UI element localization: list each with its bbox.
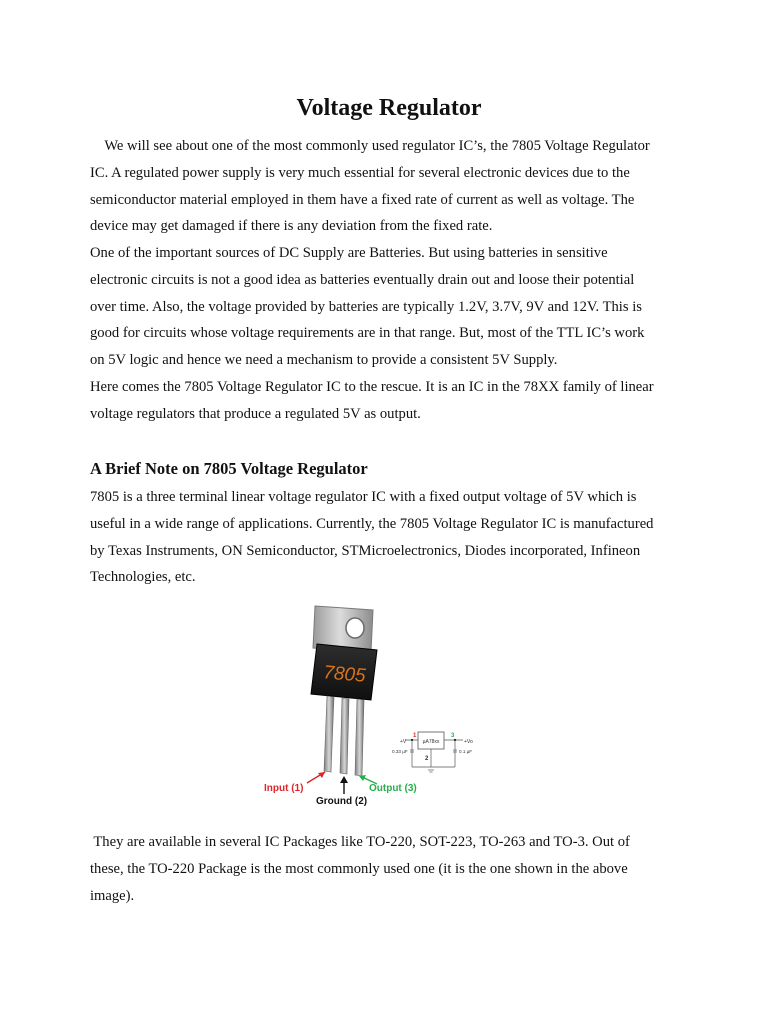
text-line: useful in a wide range of applications. Currently, the 7805 Voltage Regulator IC is manufactured — [90, 515, 654, 532]
input-pin — [324, 696, 334, 772]
brief-paragraph — [90, 484, 690, 591]
text-line: on 5V logic and hence we need a mechanism to provide a consistent 5V Supply. — [90, 352, 558, 369]
text-line: device may get damaged if there is any deviation from the fixed rate. — [90, 218, 493, 235]
page-title: Voltage Regulator — [296, 95, 482, 121]
circuit-schematic — [392, 732, 473, 772]
regulator-figure — [255, 600, 495, 810]
text-line: One of the important sources of DC Supply are Batteries. But using batteries in sensitive — [90, 245, 608, 261]
schematic-vout: +Vo — [464, 739, 473, 745]
mounting-hole — [346, 618, 364, 638]
ground-label: Ground (2) — [316, 796, 368, 807]
batteries-paragraph — [90, 240, 690, 374]
text-line: by Texas Instruments, ON Semiconductor, STMicroelectronics, Diodes incorporated, Infineon — [90, 542, 641, 559]
text-line: voltage regulators that produce a regulated 5V as output. — [90, 405, 421, 422]
regulator-illustration — [255, 600, 495, 810]
packages-paragraph — [90, 829, 690, 909]
text-line: over time. Also, the voltage provided by batteries are typically 1.2V, 3.7V, 9V and 12V. This is — [90, 298, 642, 315]
schematic-vin: +V — [400, 739, 407, 745]
text-line: Technologies, etc. — [90, 569, 196, 586]
chip-label: 7805 — [322, 662, 367, 687]
schematic-pin1: 1 — [413, 733, 417, 739]
text-line: We will see about one of the most commonly used regulator IC’s, the 7805 Voltage Regulator — [90, 138, 650, 154]
text-line: They are available in several IC Packages like TO-220, SOT-223, TO-263 and TO-3. Out of — [90, 834, 630, 850]
text-line: image). — [90, 887, 135, 904]
input-label: Input (1) — [264, 783, 304, 794]
schematic-pin2: 2 — [425, 756, 429, 762]
text-line: these, the TO-220 Package is the most commonly used one (it is the one shown in the above — [90, 860, 628, 877]
intro-paragraph — [90, 133, 690, 240]
text-line: 7805 is a three terminal linear voltage regulator IC with a fixed output voltage of 5V which is — [90, 489, 637, 505]
output-pin — [355, 699, 364, 776]
schematic-cap-out: 0.1 µF — [459, 749, 473, 754]
section-heading: A Brief Note on 7805 Voltage Regulator — [90, 459, 368, 478]
schematic-pin3: 3 — [451, 733, 455, 739]
ground-pin — [340, 698, 349, 774]
schematic-cap-in: 0.33 µF — [392, 749, 408, 754]
text-line: IC. A regulated power supply is very much essential for several electronic devices due to the — [90, 164, 630, 181]
output-label: Output (3) — [369, 783, 417, 794]
rescue-paragraph — [90, 374, 690, 428]
schematic-ic-label: µA78xx — [422, 739, 440, 745]
text-line: Here comes the 7805 Voltage Regulator IC to the rescue. It is an IC in the 78XX family of linear — [90, 379, 654, 395]
text-line: semiconductor material employed in them have a fixed rate of current as well as voltage. The — [90, 191, 635, 208]
text-line: good for circuits whose voltage requirements are in that range. But, most of the TTL IC’s work — [90, 325, 645, 342]
text-line: electronic circuits is not a good idea as batteries eventually drain out and loose their potential — [90, 271, 635, 288]
